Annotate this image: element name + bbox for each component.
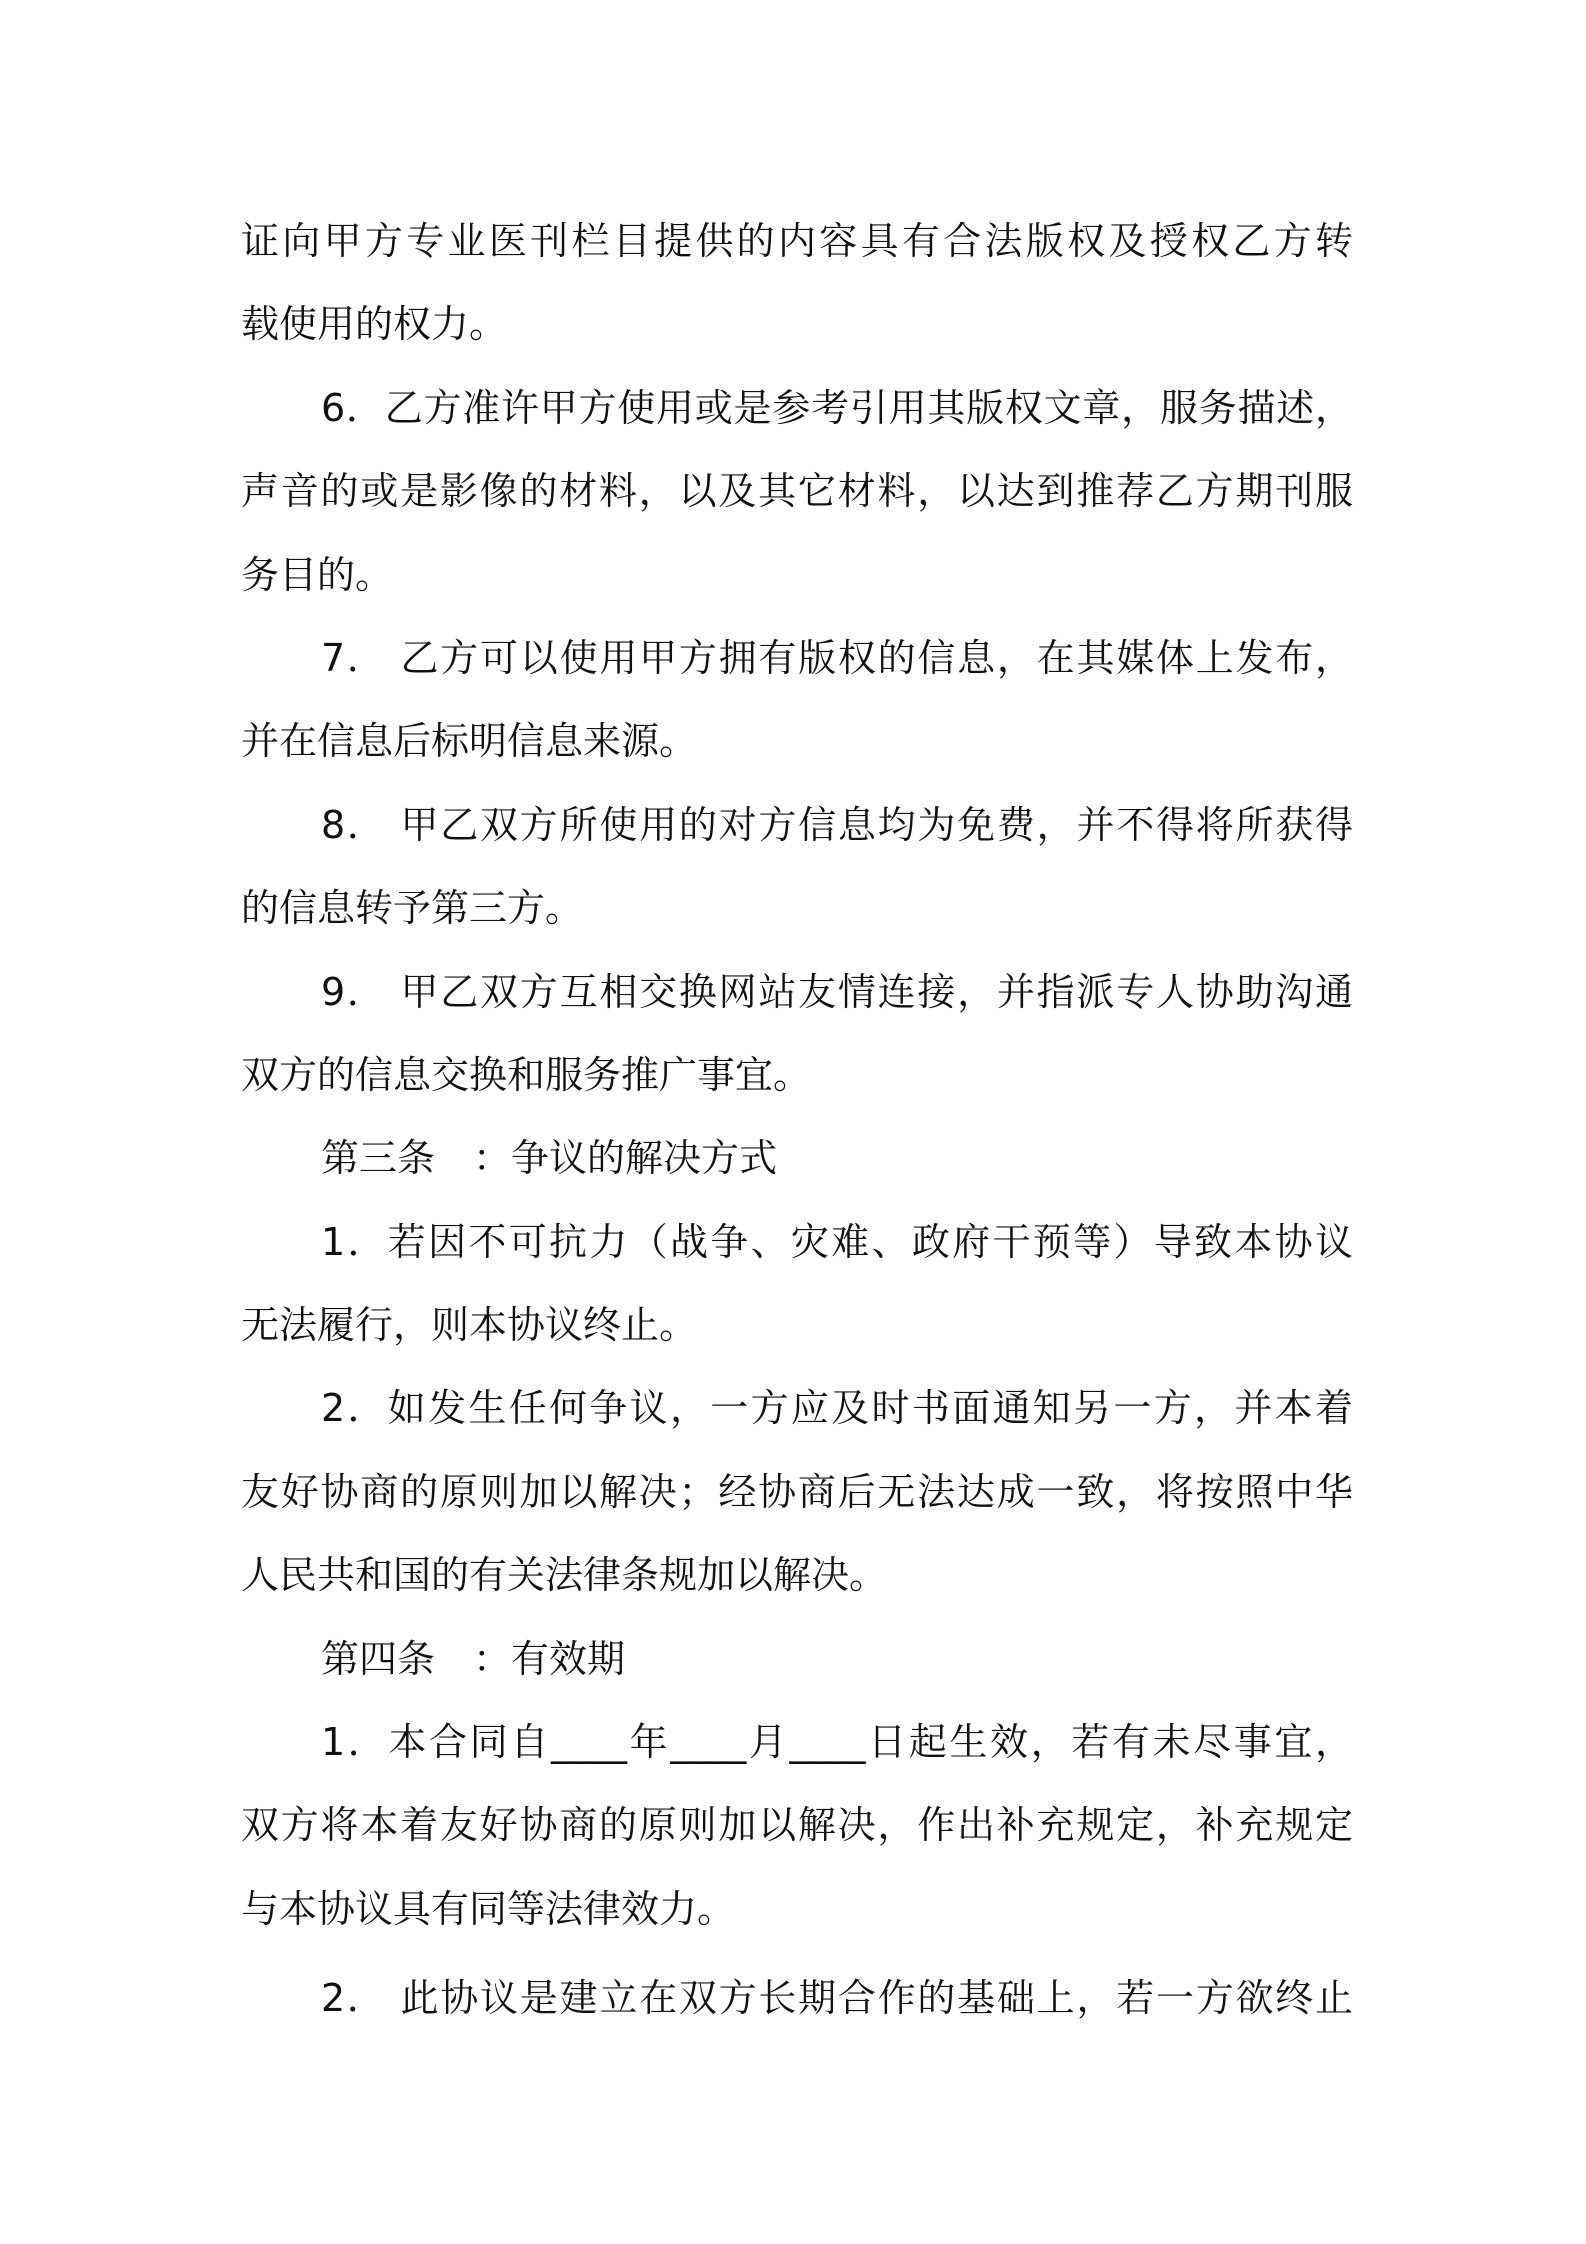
section-heading-article-3: 第三条 ：争议的解决方式 xyxy=(321,1136,778,1181)
text-line: 与本协议具有同等法律效力。 xyxy=(241,1886,736,1931)
article-3-clause-2-line: 2．如发生任何争议，一方应及时书面通知另一方，并本着 xyxy=(321,1386,1353,1431)
text-line: 双方的信息交换和服务推广事宜。 xyxy=(241,1052,812,1097)
text-line: 友好协商的原则加以解决；经协商后无法达成一致，将按照中华 xyxy=(241,1469,1353,1514)
text-line: 无法履行，则本协议终止。 xyxy=(241,1303,698,1348)
clause-8-line: 8． 甲乙双方所使用的对方信息均为免费，并不得将所获得 xyxy=(321,802,1353,847)
text-line: 的信息转予第三方。 xyxy=(241,886,584,931)
text-line: 声音的或是影像的材料，以及其它材料，以达到推荐乙方期刊服 xyxy=(241,469,1353,514)
article-4-clause-1-line: 1．本合同自____年____月____日起生效，若有未尽事宜， xyxy=(321,1720,1353,1765)
text-line: 人民共和国的有关法律条规加以解决。 xyxy=(241,1553,888,1598)
clause-7-line: 7． 乙方可以使用甲方拥有版权的信息，在其媒体上发布， xyxy=(321,635,1353,680)
text-line: 并在信息后标明信息来源。 xyxy=(241,719,698,764)
clause-9-line: 9． 甲乙双方互相交换网站友情连接，并指派专人协助沟通 xyxy=(321,969,1353,1014)
article-3-clause-1-line: 1．若因不可抗力（战争、灾难、政府干预等）导致本协议 xyxy=(321,1219,1353,1264)
clause-6-line: 6．乙方准许甲方使用或是参考引用其版权文章，服务描述， xyxy=(321,385,1353,430)
article-4-clause-2-line: 2． 此协议是建立在双方长期合作的基础上，若一方欲终止 xyxy=(321,1976,1353,2021)
text-line: 载使用的权力。 xyxy=(241,302,508,347)
text-line: 证向甲方专业医刊栏目提供的内容具有合法版权及授权乙方转 xyxy=(241,219,1353,263)
text-line: 务目的。 xyxy=(241,552,394,597)
section-heading-article-4: 第四条 ：有效期 xyxy=(321,1636,626,1681)
document-body xyxy=(241,200,1353,2046)
text-line: 双方将本着友好协商的原则加以解决，作出补充规定，补充规定 xyxy=(241,1803,1353,1848)
